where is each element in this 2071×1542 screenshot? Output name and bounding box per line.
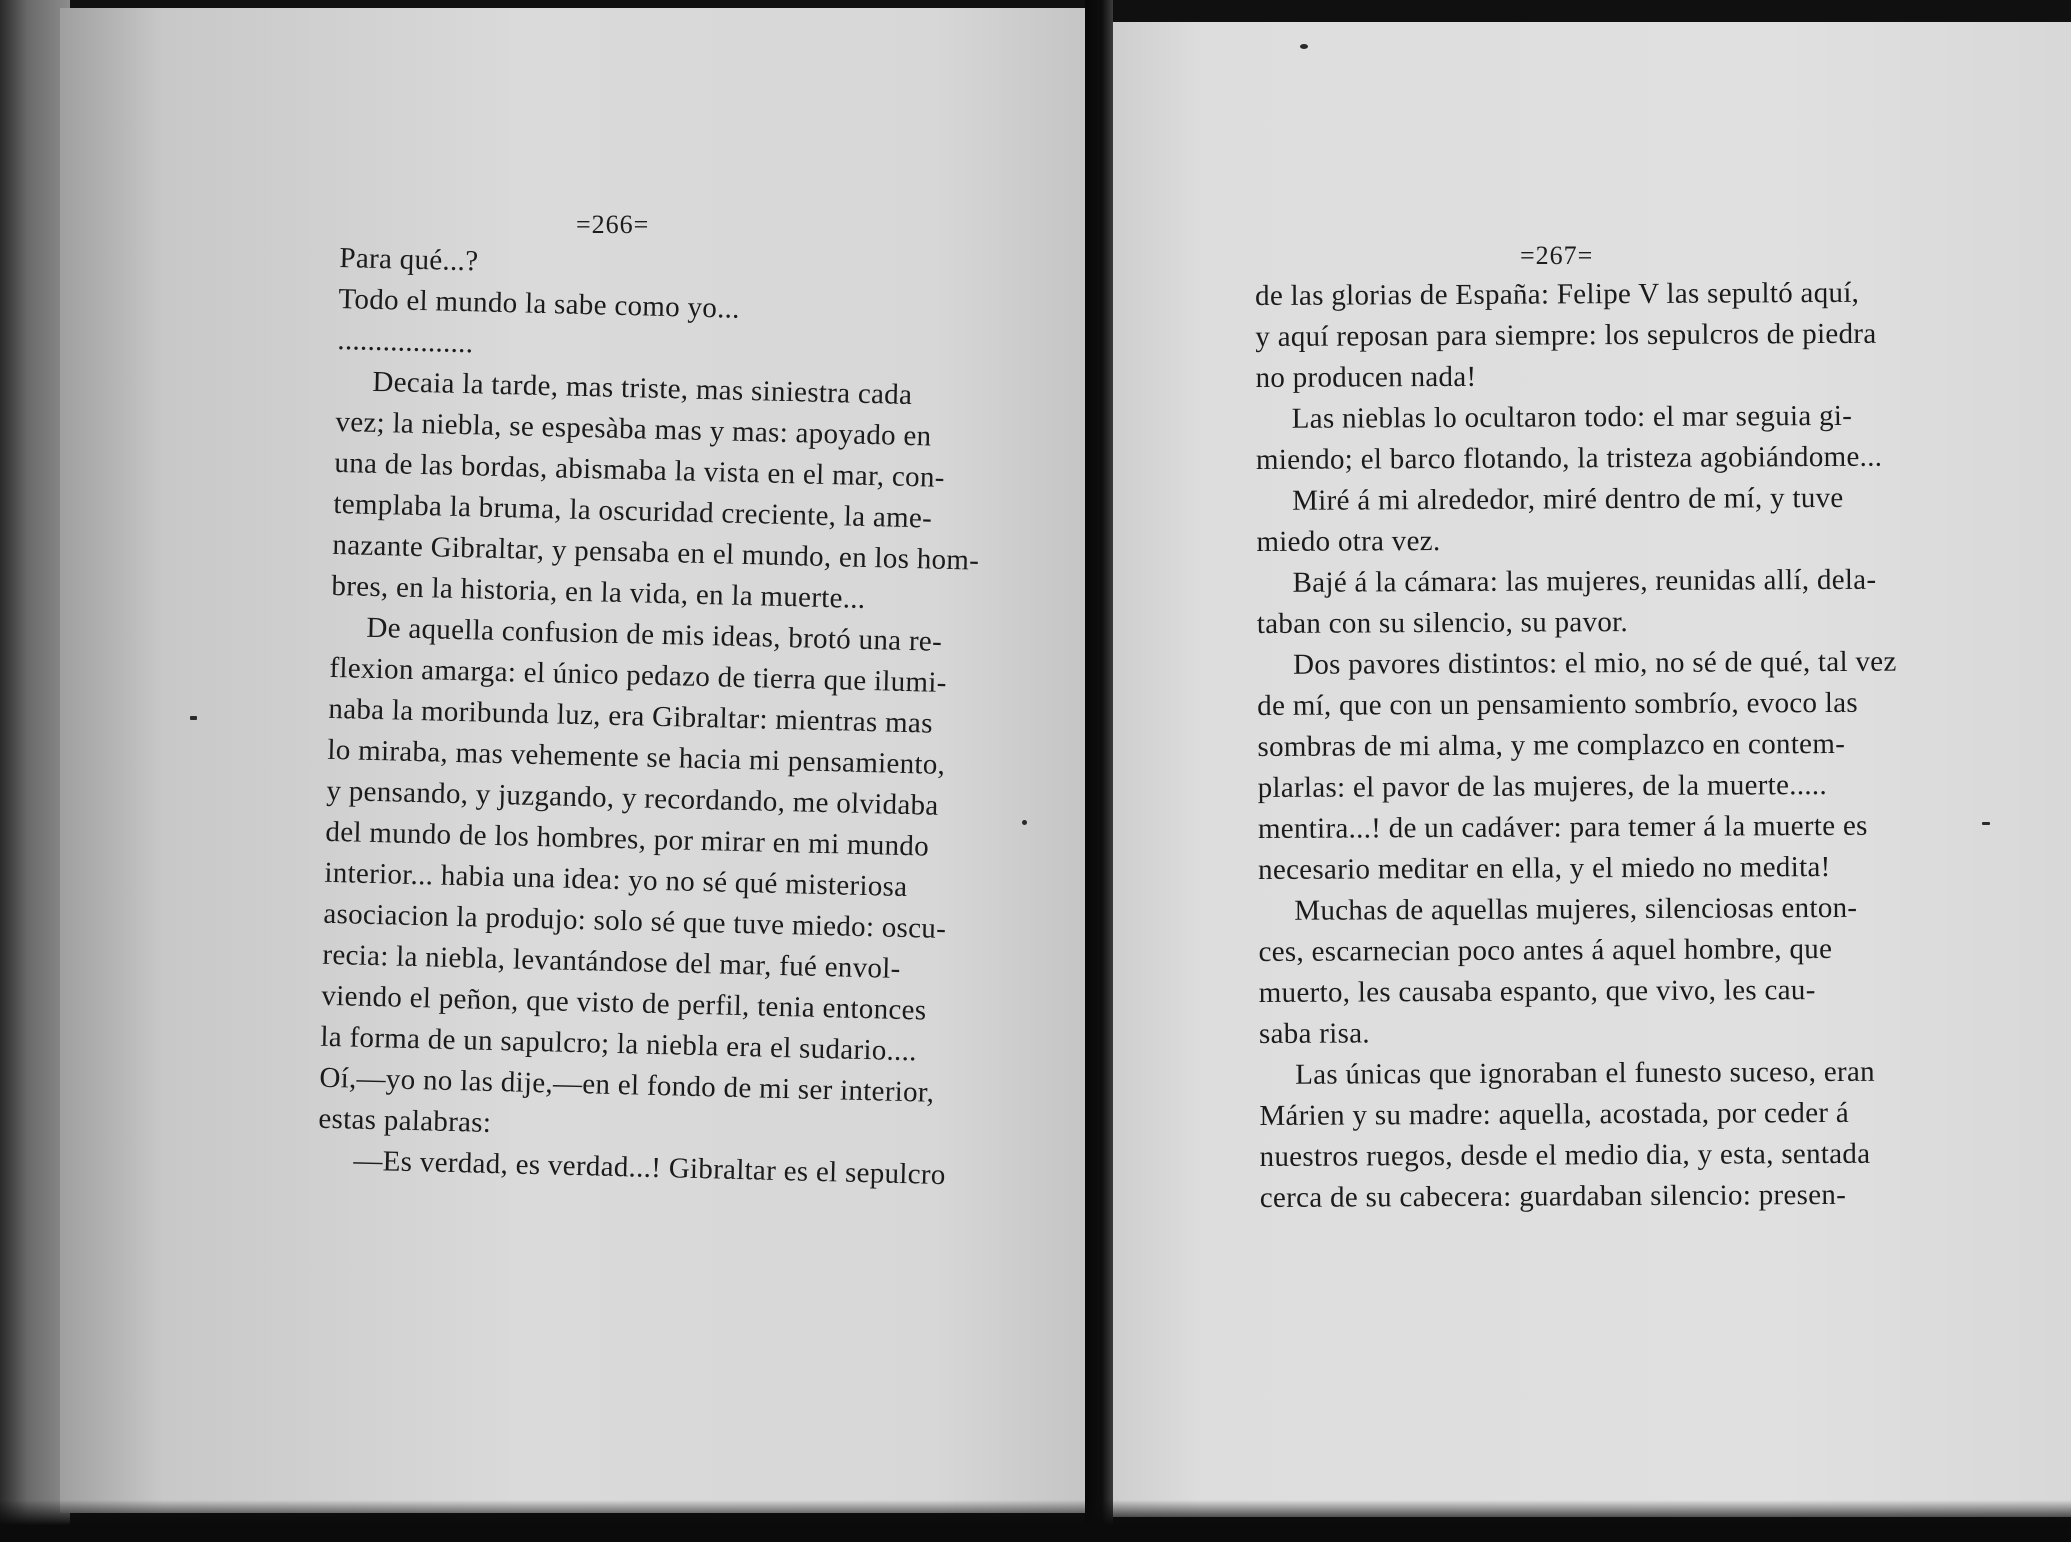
text-line: ces, escarnecian poco antes á aquel hombre, que: [1258, 932, 1833, 968]
text-line: una de las bordas, abismaba la vista en el mar, con-: [334, 446, 946, 494]
text-line: nazante Gibraltar, y pensaba en el mundo, en los hom-: [332, 528, 980, 577]
text-line: cerca de su cabecera: guardaban silencio: presen-: [1259, 1178, 1847, 1214]
text-line: miendo; el barco flotando, la tristeza agobiándome...: [1255, 440, 1883, 476]
text-line: naba la moribunda luz, era Gibraltar: mientras mas: [328, 692, 934, 740]
paper-speck: [1982, 822, 1990, 825]
text-line: asociacion la produjo: solo sé que tuve miedo: oscu-: [323, 897, 947, 946]
text-line: interior... habia una idea: yo no sé qué misteriosa: [324, 856, 908, 904]
page-number-right: =267=: [1520, 241, 1594, 270]
text-line: Bajé á la cámara: las mujeres, reunidas allí, dela-: [1292, 563, 1877, 599]
text-line: Miré á mi alrededor, miré dentro de mí, y tuve: [1292, 481, 1844, 517]
text-line: mentira...! de un cadáver: para temer á la muerte es: [1257, 809, 1868, 845]
text-line: saba risa.: [1258, 1017, 1370, 1050]
text-line: Las únicas que ignoraban el funesto suceso, eran: [1295, 1055, 1875, 1091]
text-line: viendo el peñon, que visto de perfil, tenia entonces: [321, 979, 927, 1027]
text-line: flexion amarga: el único pedazo de tierra que ilumi-: [329, 651, 948, 699]
text-line: sombras de mi alma, y me complazco en contem-: [1257, 727, 1846, 763]
text-line: necesario meditar en ella, y el miedo no medita!: [1258, 850, 1831, 886]
paper-speck: [1300, 44, 1308, 49]
text-line: templaba la bruma, la oscuridad creciente, la ame-: [333, 487, 933, 535]
text-line: —Es verdad, es verdad...! Gibraltar es el sepulcro: [353, 1144, 947, 1192]
text-line: Oí,—yo no las dije,—en el fondo de mi ser interior,: [319, 1061, 935, 1109]
text-line: miedo otra vez.: [1256, 525, 1441, 558]
text-line: Muchas de aquellas mujeres, silenciosas enton-: [1294, 891, 1858, 927]
bottom-shadow: [0, 1500, 2071, 1542]
text-line: de las glorias de España: Felipe V las sepultó aquí,: [1255, 276, 1860, 312]
text-line: la forma de un sapulcro; la niebla era el sudario....: [320, 1020, 918, 1068]
text-line: vez; la niebla, se espesàba mas y mas: apoyado en: [335, 405, 932, 453]
text-line: bres, en la historia, en la vida, en la muerte...: [331, 569, 866, 615]
paper-speck: [1022, 820, 1027, 825]
text-line: Las nieblas lo ocultaron todo: el mar seguia gi-: [1291, 399, 1853, 435]
text-line: estas palabras:: [318, 1102, 492, 1139]
text-line: y pensando, y juzgando, y recordando, me olvidaba: [326, 774, 939, 822]
text-line: Todo el mundo la sabe como yo...: [338, 282, 741, 325]
text-line: Para qué...?: [339, 241, 479, 278]
text-line: recia: la niebla, levantándose del mar, fué envol-: [322, 938, 901, 985]
book-gutter: [1085, 0, 1113, 1542]
text-line: Márien y su madre: aquella, acostada, por ceder á: [1259, 1096, 1850, 1132]
text-line: De aquella confusion de mis ideas, brotó una re-: [366, 611, 943, 658]
text-line: del mundo de los hombres, por mirar en mi mundo: [325, 815, 930, 863]
text-line: Dos pavores distintos: el mio, no sé de qué, tal vez: [1292, 645, 1897, 681]
paper-speck: [190, 716, 197, 720]
text-line: plarlas: el pavor de las mujeres, de la muerte.....: [1257, 769, 1828, 804]
text-line: lo miraba, mas vehemente se hacia mi pensamiento,: [327, 733, 946, 781]
text-line: ..................: [337, 323, 474, 360]
text-line: de mí, que con un pensamiento sombrío, evoco las: [1257, 686, 1859, 722]
text-line: muerto, les causaba espanto, que vivo, les cau-: [1258, 974, 1816, 1009]
text-line: Decaia la tarde, mas triste, mas siniestra cada: [372, 365, 913, 412]
right-page-text: [1255, 273, 1897, 1219]
page-number-left: =266=: [576, 210, 650, 239]
text-line: taban con su silencio, su pavor.: [1256, 606, 1629, 640]
text-line: no producen nada!: [1255, 360, 1477, 394]
left-page-text: [317, 238, 980, 1196]
text-line: y aquí reposan para siempre: los sepulcros de piedra: [1255, 317, 1877, 353]
text-line: nuestros ruegos, desde el medio dia, y esta, sentada: [1259, 1137, 1871, 1173]
